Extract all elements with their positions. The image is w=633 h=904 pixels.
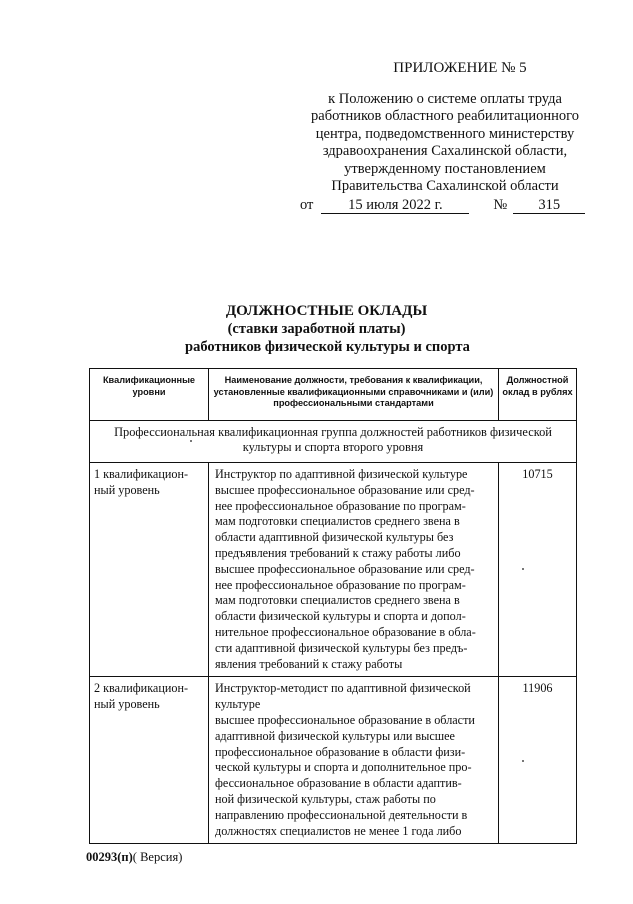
salary-cell: 10715 [499,462,577,676]
req-line: Инструктор-методист по адаптивной физической [215,681,471,696]
req-line: сти адаптивной физической культуры без предъ- [215,640,468,655]
appendix-line: здравоохранения Сахалинской области, [322,143,568,159]
level-line: ный уровень [94,482,160,497]
level-cell [90,462,209,676]
req-line: ческой культуры и спорта и дополнительное про- [215,760,472,775]
group-row [90,420,577,462]
requirements-cell [209,462,499,676]
title-line-3: работников физической культуры и спорта [185,339,470,355]
req-line: должностях специалистов не менее 1 года либо [215,823,462,838]
table-header-row [90,369,577,421]
req-line: профессиональное образование в области физи- [215,744,466,759]
scan-speck [522,568,524,570]
footer-version: ( Версия) [132,850,183,864]
decree-number: 315 [513,198,585,214]
req-line: фессиональное образование в области адаптив- [215,776,462,791]
req-line: нительное профессиональное образование в обла- [215,624,476,639]
header-salary: Должностной оклад в рублях [499,369,577,421]
req-line: нее профессиональное образование по програм- [215,498,466,513]
document-title [0,302,633,356]
table-row [90,462,577,676]
salary-table [89,368,577,844]
level-line: ный уровень [94,697,160,712]
req-line: области физической культуры и спорта и допол- [215,609,466,624]
req-line: нее профессиональное образование по програм- [215,577,466,592]
req-line: культуре [215,697,261,712]
req-line: области адаптивной физической культуры без [215,530,454,545]
date-prefix: от [300,196,314,213]
appendix-line: к Положению о системе оплаты труда [328,90,562,107]
appendix-line: работников областного реабилитационного [311,108,579,124]
req-line: мам подготовки специалистов среднего звена в [215,514,460,529]
req-line: Инструктор по адаптивной физической культуре [215,466,468,481]
appendix-title: ПРИЛОЖЕНИЕ № 5 [393,60,527,76]
req-line: высшее профессиональное образование или сред- [215,561,475,576]
decree-date-line [300,197,590,215]
scan-speck [522,760,524,762]
requirements-cell [209,677,499,844]
req-line: адаптивной физической культуры или высшее [215,728,455,743]
req-line: предъявления требований к стажу работы либо [215,545,461,560]
header-position: Наименование должности, требования к квалификации, установленные квалификационными справочниками и (или) профессиональными стандартами [209,369,499,421]
table-row [90,677,577,844]
header-levels: Квалификационные уровни [90,369,209,421]
req-line: явления требований к стажу работы [215,656,403,671]
salary-cell: 11906 [499,677,577,844]
req-line: ной физической культуры, стаж работы по [215,791,436,806]
title-line-2: (ставки заработной платы) [227,321,406,337]
level-cell [90,677,209,844]
req-line: мам подготовки специалистов среднего звена в [215,593,460,608]
footer-code [86,850,182,865]
req-line: высшее профессиональное образование в области [215,712,475,727]
footer-code-text: 00293(п) [86,850,133,864]
appendix-line: Правительства Сахалинской области [331,178,559,194]
level-line: 1 квалификацион- [94,466,189,481]
req-line: высшее профессиональное образование или сред- [215,482,475,497]
appendix-line: утвержденному постановлением [344,160,546,177]
appendix-block [300,60,590,214]
number-prefix: № [493,196,508,213]
group-title: Профессиональная квалификационная группа должностей работников физической культуры и спорта второго уровня [90,420,577,462]
req-line: направлению профессиональной деятельности в [215,807,468,822]
level-line: 2 квалификацион- [94,681,189,696]
scan-speck [190,440,192,442]
title-line-1: ДОЛЖНОСТНЫЕ ОКЛАДЫ [225,303,428,319]
appendix-line: центра, подведомственного министерству [315,125,575,142]
decree-date: 15 июля 2022 г. [321,198,469,214]
